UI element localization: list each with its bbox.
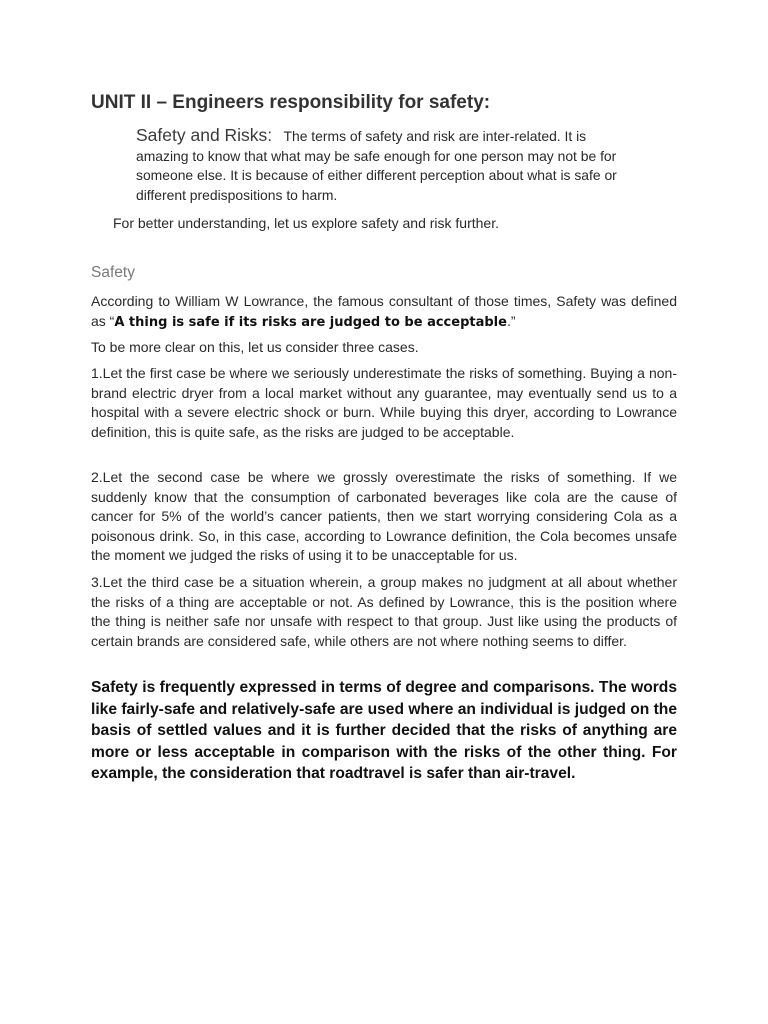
degree-comparison-paragraph: Safety is frequently expressed in terms of degree and comparisons. The words like fairly-safe and relatively-safe are used where an individual is judged on the basis of settled values and it is further decided that the risks of anything are more or less acceptable in comparison with the risks of the other thing. For example, the consideration that roadtravel is safer than air-travel. [91, 679, 677, 782]
better-understanding-line: For better understanding, let us explore safety and risk further. [113, 215, 499, 231]
lowrance-definition-paragraph [91, 292, 677, 332]
intro-spacer [276, 128, 280, 144]
lowrance-quote: A thing is safe if its risks are judged to be acceptable [114, 314, 507, 330]
case-2-paragraph: 2.Let the second case be where we grossly overestimate the risks of something. If we suddenly know that the consumption of carbonated beverages like cola are the cause of cancer for 5% of the world’s cancer patients, then we start worrying considering Cola as a poisonous drink. So, in this case, according to Lowrance definition, the Cola becomes unsafe the moment we judged the risks of using it to be unacceptable for us. [91, 469, 677, 564]
intro-text: The terms of safety and risk are inter-related. It is amazing to know that what may be safe enough for one person may not be for someone else. It is because of either different perception about what is safe or different predispositions to harm. [136, 128, 617, 203]
lowrance-text-before: According to William W Lowrance, the famous consultant of those times, Safety was defined as “ [91, 293, 677, 329]
lowrance-text-after: .” [506, 312, 516, 329]
three-cases-intro: To be more clear on this, let us consider three cases. [91, 339, 419, 355]
case-3-paragraph: 3.Let the third case be a situation wherein, a group makes no judgment at all about whether the risks of a thing are acceptable or not. As defined by Lowrance, this is the position where the thing is neither safe nor unsafe with respect to that group. Just like using the products of certain brands are considered safe, while others are not where nothing seems to differ. [91, 574, 677, 649]
safety-section-title: Safety [91, 264, 135, 281]
case-1-paragraph: 1.Let the first case be where we seriously underestimate the risks of something. Buying a non-brand electric dryer from a local market without any guarantee, may eventually send us to a hospital with a severe electric shock or burn. While buying this dryer, according to Lowrance definition, this is quite safe, as the risks are judged to be acceptable. [91, 365, 677, 440]
intro-paragraph [136, 126, 636, 205]
intro-lead: Safety and Risks: [136, 125, 273, 145]
unit-heading: UNIT II – Engineers responsibility for safety: [91, 92, 491, 113]
